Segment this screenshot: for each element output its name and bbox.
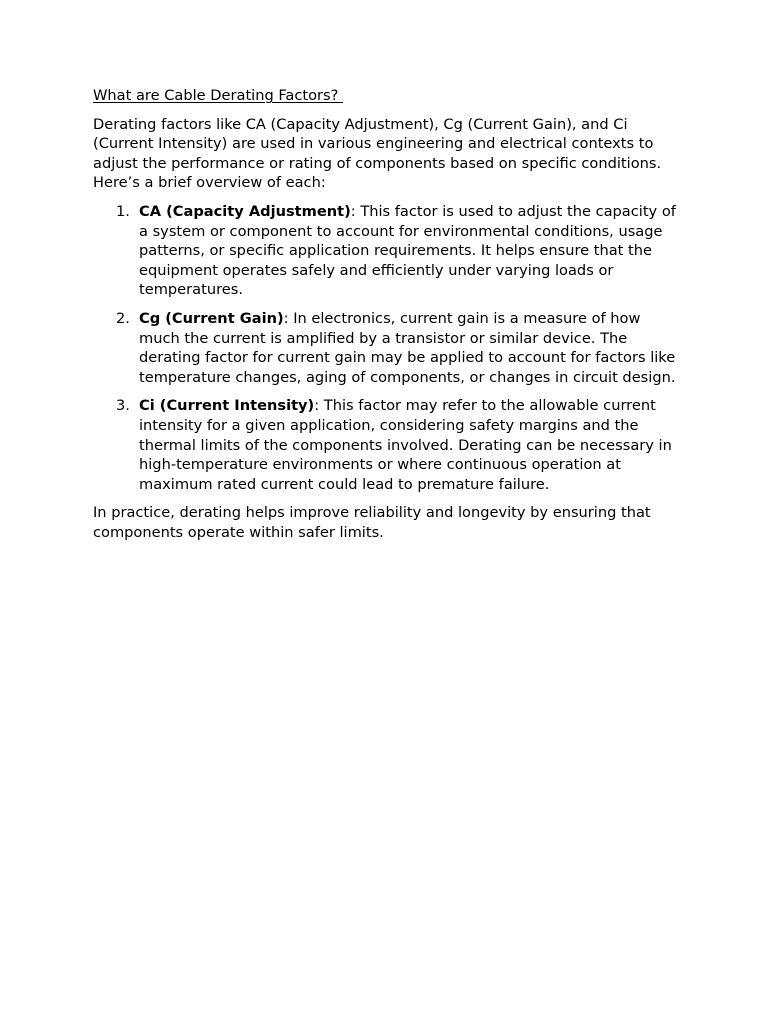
list-item [93,309,683,387]
list-item [93,202,683,300]
factor-list [93,202,683,494]
list-item-text: : This factor is used to adjust the capacity of a system or component to account for environmental conditions, usage patterns, or specific application requirements. It helps ensure that the equipment operates safely and efficiently under varying loads or temperatures. [139,202,676,299]
list-item-text: : In electronics, current gain is a measure of how much the current is amplified by a transistor or similar device. The derating factor for current gain may be applied to account for factors like temperature changes, aging of components, or changes in circuit design. [139,309,676,386]
intro-paragraph: Derating factors like CA (Capacity Adjustment), Cg (Current Gain), and Ci (Current Intensity) are used in various engineering and electrical contexts to adjust the performance or rating of components based on specific conditions. Here’s a brief overview of each: [93,115,662,192]
list-item [93,396,683,494]
document-page [93,86,683,542]
list-item-number: 3. [116,397,130,415]
closing-paragraph: In practice, derating helps improve reliability and longevity by ensuring that components operate within safer limits. [93,504,651,541]
list-item-term: Cg (Current Gain) [139,309,284,327]
list-item-term: Ci (Current Intensity) [139,397,315,415]
list-item-text: : This factor may refer to the allowable current intensity for a given application, considering safety margins and the thermal limits of the components involved. Derating can be necessary in high-temperature environments or where continuous operation at maximum rated current could lead to premature failure. [139,397,672,493]
document-heading: What are Cable Derating Factors? [93,87,344,104]
list-item-term: CA (Capacity Adjustment) [139,202,351,220]
list-item-number: 2. [116,309,130,327]
list-item-number: 1. [116,202,130,220]
